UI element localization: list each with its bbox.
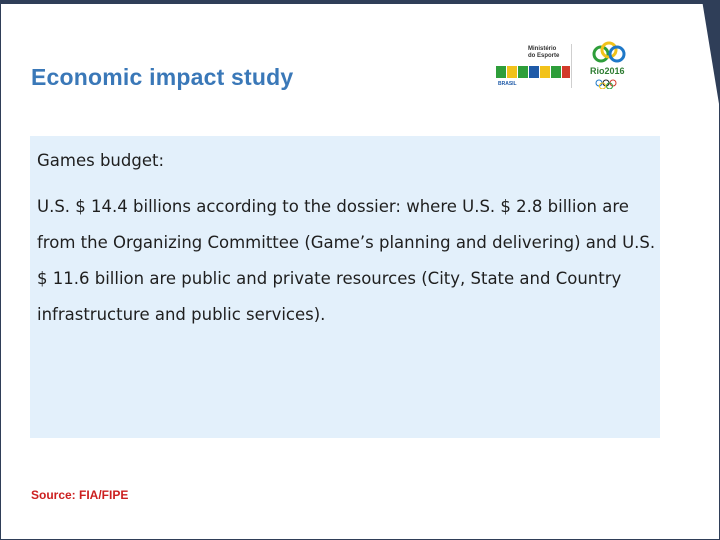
ministry-line2: do Esporte xyxy=(528,53,560,59)
budget-heading: Games budget: xyxy=(37,151,165,170)
source-citation: Source: FIA/FIPE xyxy=(31,488,129,502)
ministry-brasil-logo xyxy=(496,46,570,86)
budget-body-text: U.S. $ 14.4 billions according to the dossier: where U.S. $ 2.8 billion are from the Organizing Committee (Game’s planning and delivering) and U.S. $ 11.6 billion are public and private resources (City, State and Country infrastructure and public services). xyxy=(37,197,656,324)
brasil-flag-icon xyxy=(496,64,570,80)
rio-word: Rio2016 xyxy=(590,66,625,76)
slide-title: Economic impact study xyxy=(31,64,294,90)
sponsor-logos xyxy=(496,40,644,90)
content-box xyxy=(30,136,660,438)
top-border xyxy=(0,0,720,4)
brasil-word: BRASIL xyxy=(498,81,517,87)
logo-divider xyxy=(571,44,572,88)
olympic-rings-icon xyxy=(594,79,624,89)
corner-accent xyxy=(702,0,720,540)
rio2016-logo xyxy=(584,40,634,90)
ministry-line1: Ministério xyxy=(528,46,557,52)
